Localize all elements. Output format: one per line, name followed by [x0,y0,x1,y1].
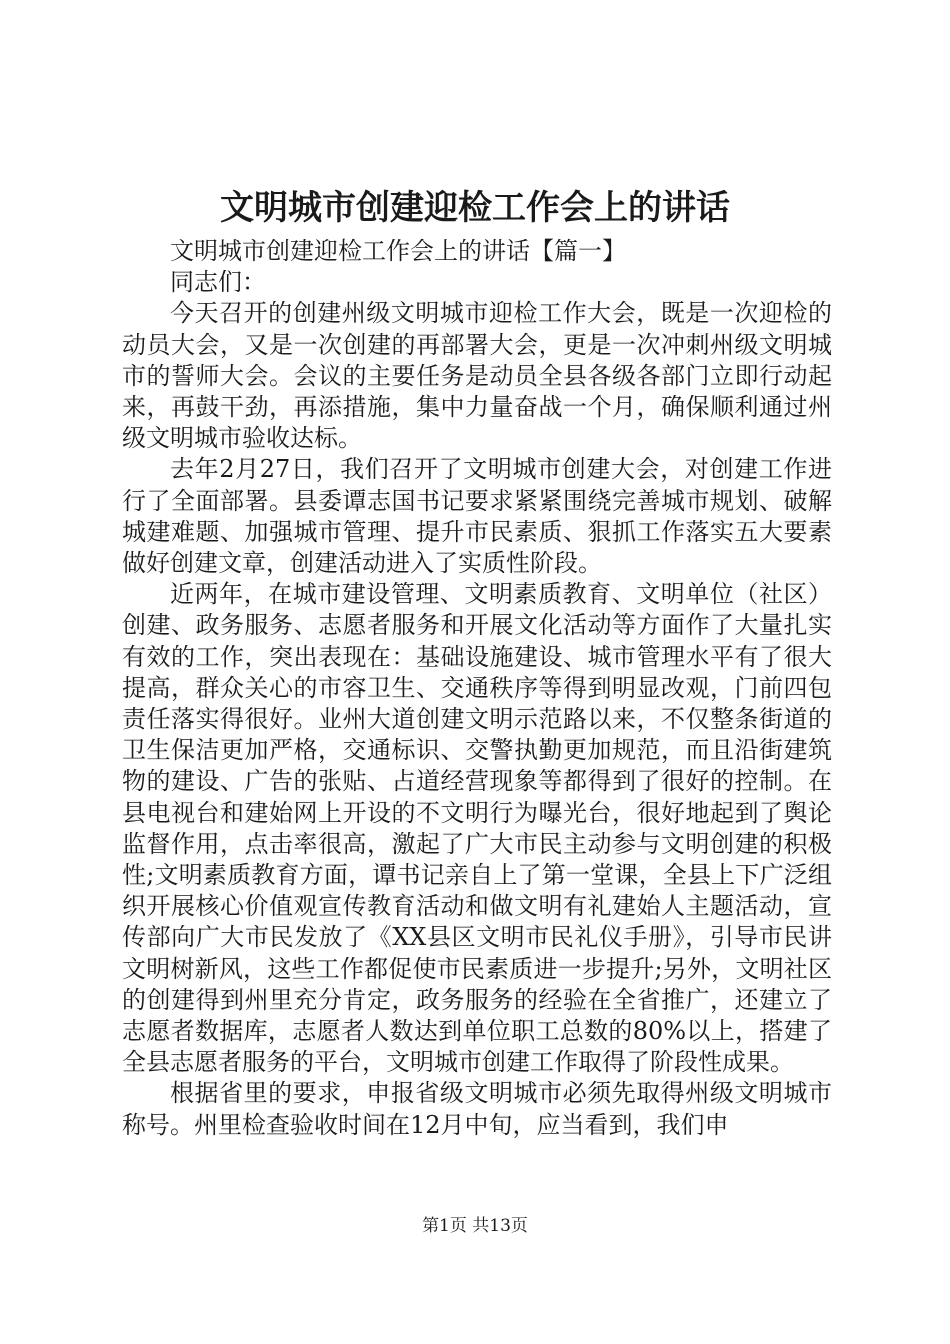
salutation: 同志们： [170,268,266,297]
document-title: 文明城市创建迎检工作会上的讲话 [220,188,730,228]
paragraph: 近两年，在城市建设管理、文明素质教育、文明单位（社区）创建、政务服务、志愿者服务和开展文化活动等方面作了大量扎实有效的工作，突出表现在：基础设施建设、城市管理水平有了很大提高，群众关心的市容卫生、交通秩序等得到明显改观，门前四包责任落实得很好。业州大道创建文明示范路以来，不仅整条街道的卫生保洁更加严格，交通标识、交警执勤更加规范，而且沿街建筑物的建设、广告的张贴、占道经营现象等都得到了很好的控制。在县电视台和建始网上开设的不文明行为曝光台，很好地起到了舆论监督作用，点击率很高，激起了广大市民主动参与文明创建的积极性;文明素质教育方面，谭书记亲自上了第一堂课，全县上下广泛组织开展核心价值观宣传教育活动和做文明有礼建始人主题活动，宣传部向广大市民发放了《XX县区文明市民礼仪手册》，引导市民讲文明树新风，这些工作都促使市民素质进一步提升;另外，文明社区的创建得到州里充分肯定，政务服务的经验在全省推广，还建立了志愿者数据库，志愿者人数达到单位职工总数的80%以上，搭建了全县志愿者服务的平台，文明城市创建工作取得了阶段性成果。 [122,580,832,1077]
paragraph: 根据省里的要求，申报省级文明城市必须先取得州级文明城市称号。州里检查验收时间在12月中旬，应当看到，我们申 [122,1079,832,1139]
document-body [122,236,832,1141]
section-heading: 文明城市创建迎检工作会上的讲话【篇一】 [170,237,626,265]
paragraph: 今天召开的创建州级文明城市迎检工作大会，既是一次迎检的动员大会，又是一次创建的再部署大会，更是一次冲刺州级文明城市的誓师大会。会议的主要任务是动员全县各级各部门立即行动起来，再鼓干劲，再添措施，集中力量奋战一个月，确保顺利通过州级文明城市验收达标。 [122,299,832,453]
page-footer: 第1页 共13页 [422,1216,528,1236]
paragraph: 去年2月27日，我们召开了文明城市创建大会，对创建工作进行了全面部署。县委谭志国书记要求紧紧围绕完善城市规划、破解城建难题、加强城市管理、提升市民素质、狠抓工作落实五大要素做好创建文章，创建活动进入了实质性阶段。 [122,455,832,578]
